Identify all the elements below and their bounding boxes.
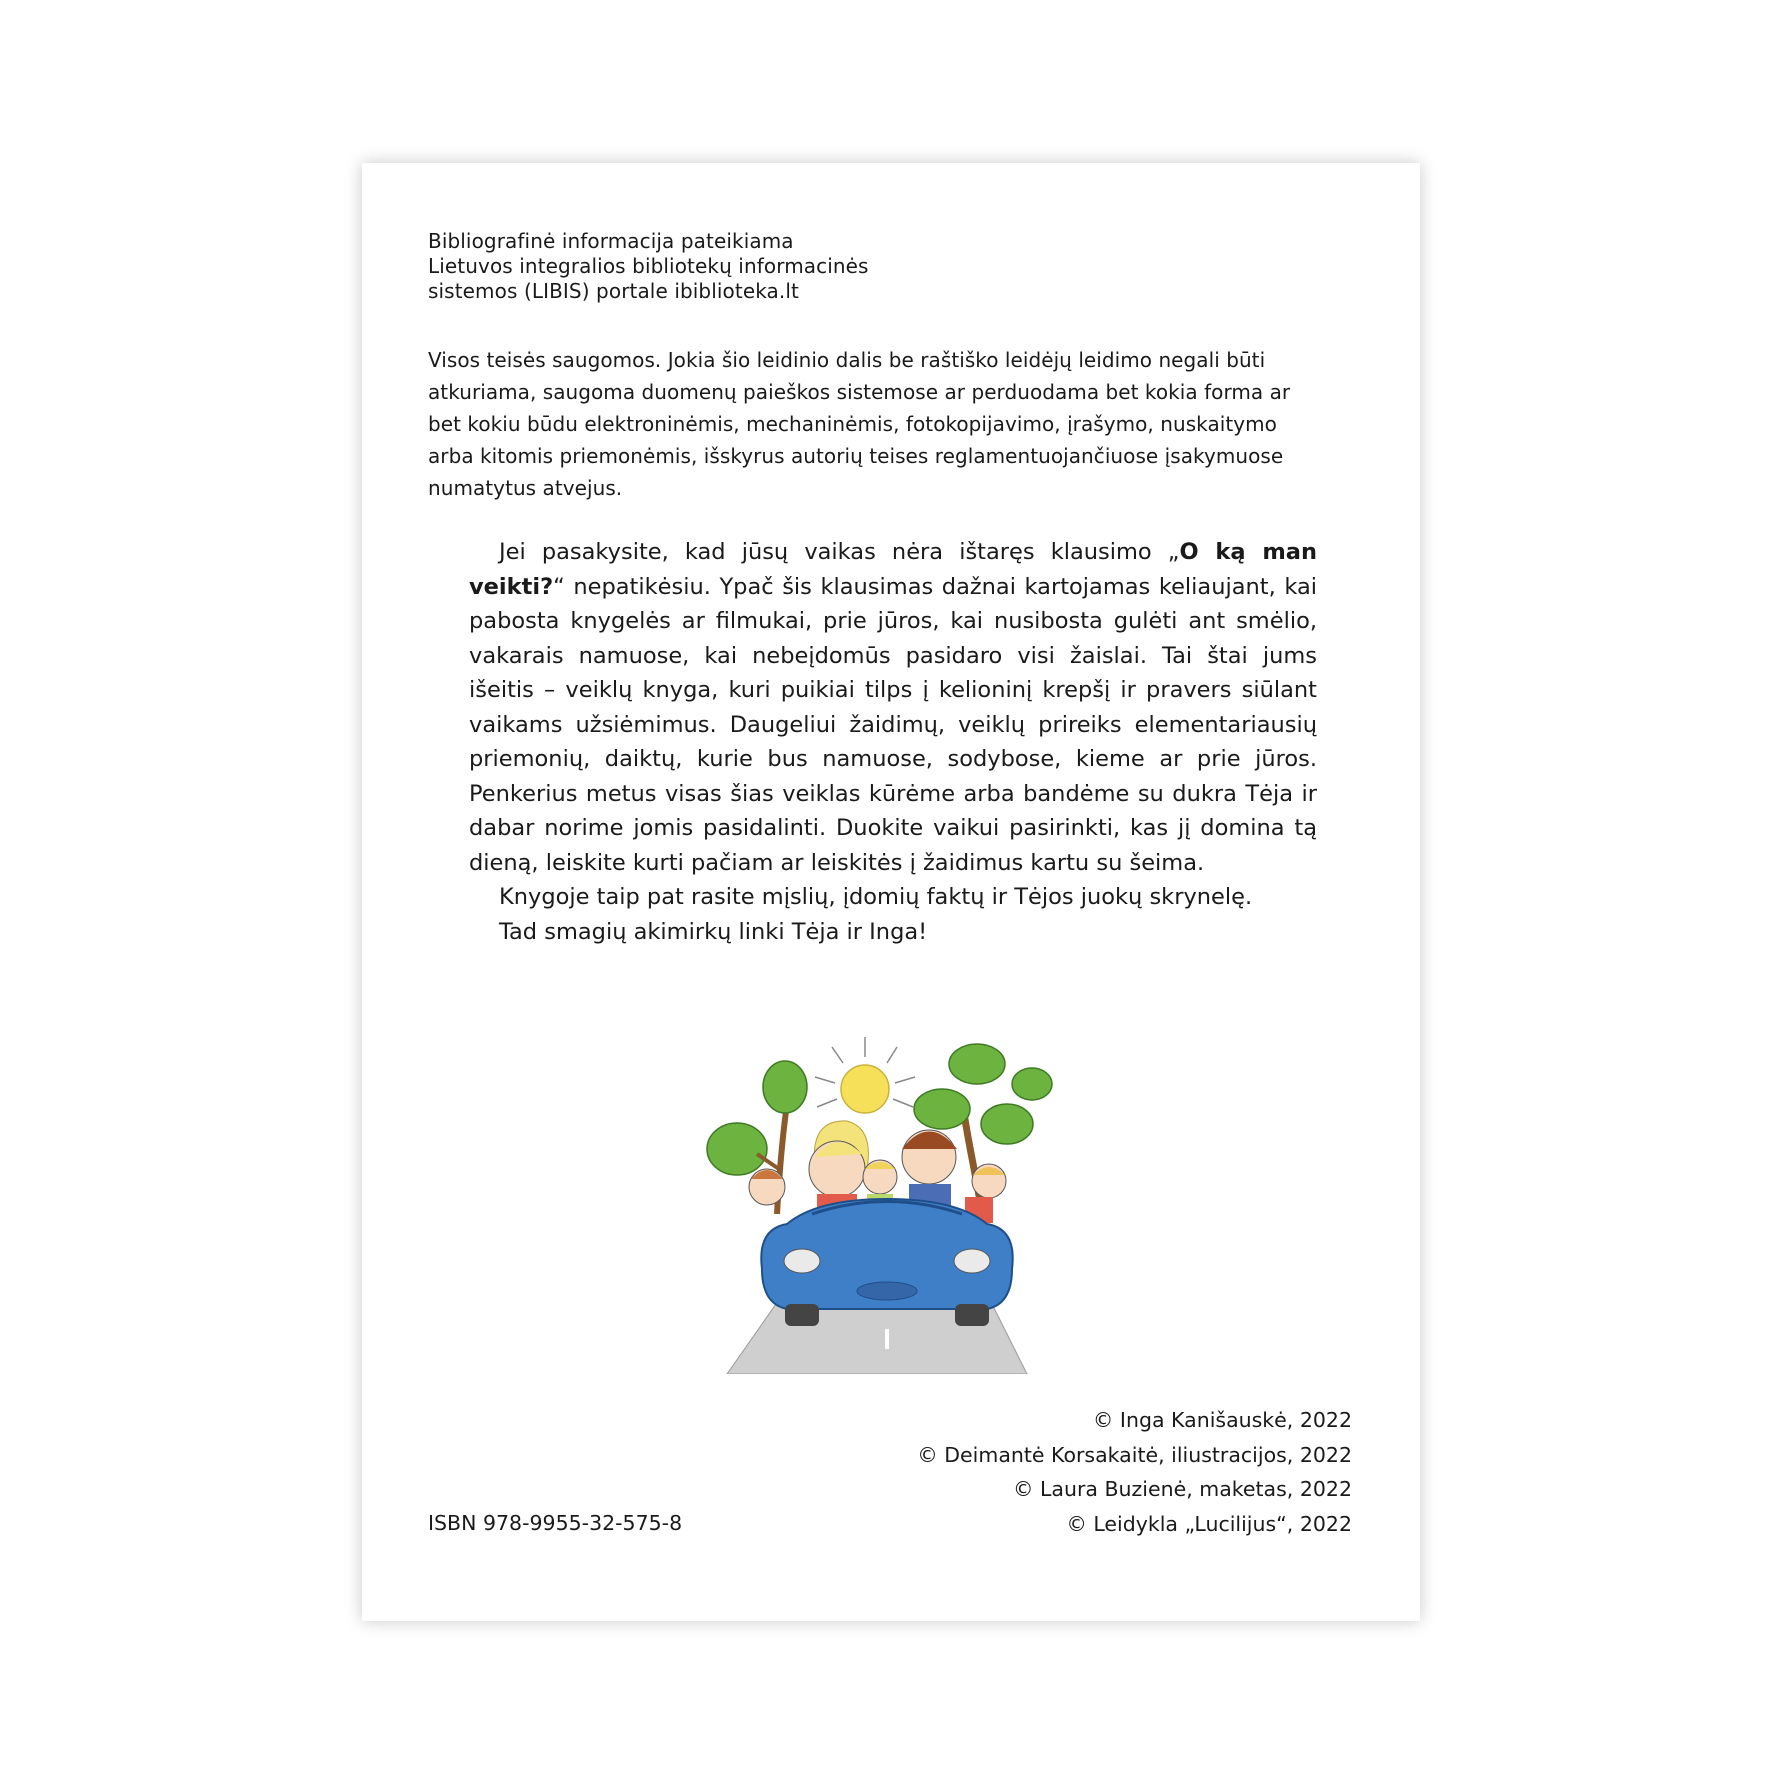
blue-car-icon xyxy=(761,1199,1012,1326)
family-car-illustration xyxy=(697,1029,1077,1374)
biblio-line: Bibliografinė informacija pateikiama xyxy=(428,229,794,253)
intro-text: Jei pasakysite, kad jūsų vaikas nėra ištaręs klausimo „ xyxy=(499,539,1180,565)
rights-notice: Visos teisės saugomos. Jokia šio leidinio dalis be raštiško leidėjų leidimo negali būti atkuriama, saugoma duomenų paieškos sistemose ar perduodama bet kokia forma ar bet kokiu būdu elektroninėmis, mechaninėmis, fotokopijavimo, įrašymo, nuskaitymo arba kitomis priemonėmis, išskyrus autorių teises reglamentuojančiuose įsakymuose numatytus atvejus. xyxy=(428,348,1291,500)
biblio-line: sistemos (LIBIS) portale ibiblioteka.lt xyxy=(428,279,799,303)
copyright-line: © Laura Buzienė, maketas, 2022 xyxy=(1012,1477,1352,1501)
book-page xyxy=(362,163,1420,1621)
sun-icon xyxy=(815,1037,915,1113)
copyright-line: © Leidykla „Lucilijus“, 2022 xyxy=(1066,1511,1352,1536)
copyright-list xyxy=(752,1403,1352,1541)
intro-paragraph xyxy=(469,535,1317,880)
biblio-line: Lietuvos integralios bibliotekų informacinės xyxy=(428,254,869,278)
intro-text: “ nepatikėsiu. Ypač šis klausimas dažnai kartojamas keliaujant, kai pabosta knygelės ar filmukai, prie jūros, kai nusibosta gulėti ant smėlio, vakarais namuose, kai nebeįdomūs pasidaro visi žaislai. Tai štai jums išeitis – veiklų knyga, kuri puikiai tilps į kelioninį krepšį ir pravers siūlant vaikams užsiėmimus. Daugeliui žaidimų, veiklų prireiks elementariausių priemonių, daiktų, kurie bus namuose, sodybose, kieme ar prie jūros. Penkerius metus visas šias veiklas kūrėme arba bandėme su dukra Tėja ir dabar norime jomis pasidalinti. Duokite vaikui pasirinkti, kas jį domina tą dieną, leiskite kurti pačiam ar leiskitės į žaidimus kartu su šeima. xyxy=(469,573,1317,876)
isbn: ISBN 978-9955-32-575-8 xyxy=(428,1511,683,1535)
intro-paragraph: Knygoje taip pat rasite mįslių, įdomių faktų ir Tėjos juokų skrynelę. xyxy=(499,884,1253,910)
introduction xyxy=(469,535,1317,949)
intro-question: O ką man veikti? xyxy=(469,539,1317,600)
bibliographic-info xyxy=(428,229,1128,304)
intro-paragraph: Tad smagių akimirkų linki Tėja ir Inga! xyxy=(499,918,928,945)
copyright-line: © Inga Kanišauskė, 2022 xyxy=(1092,1408,1352,1432)
copyright-line: © Deimantė Korsakaitė, iliustracijos, 2022 xyxy=(917,1442,1352,1467)
